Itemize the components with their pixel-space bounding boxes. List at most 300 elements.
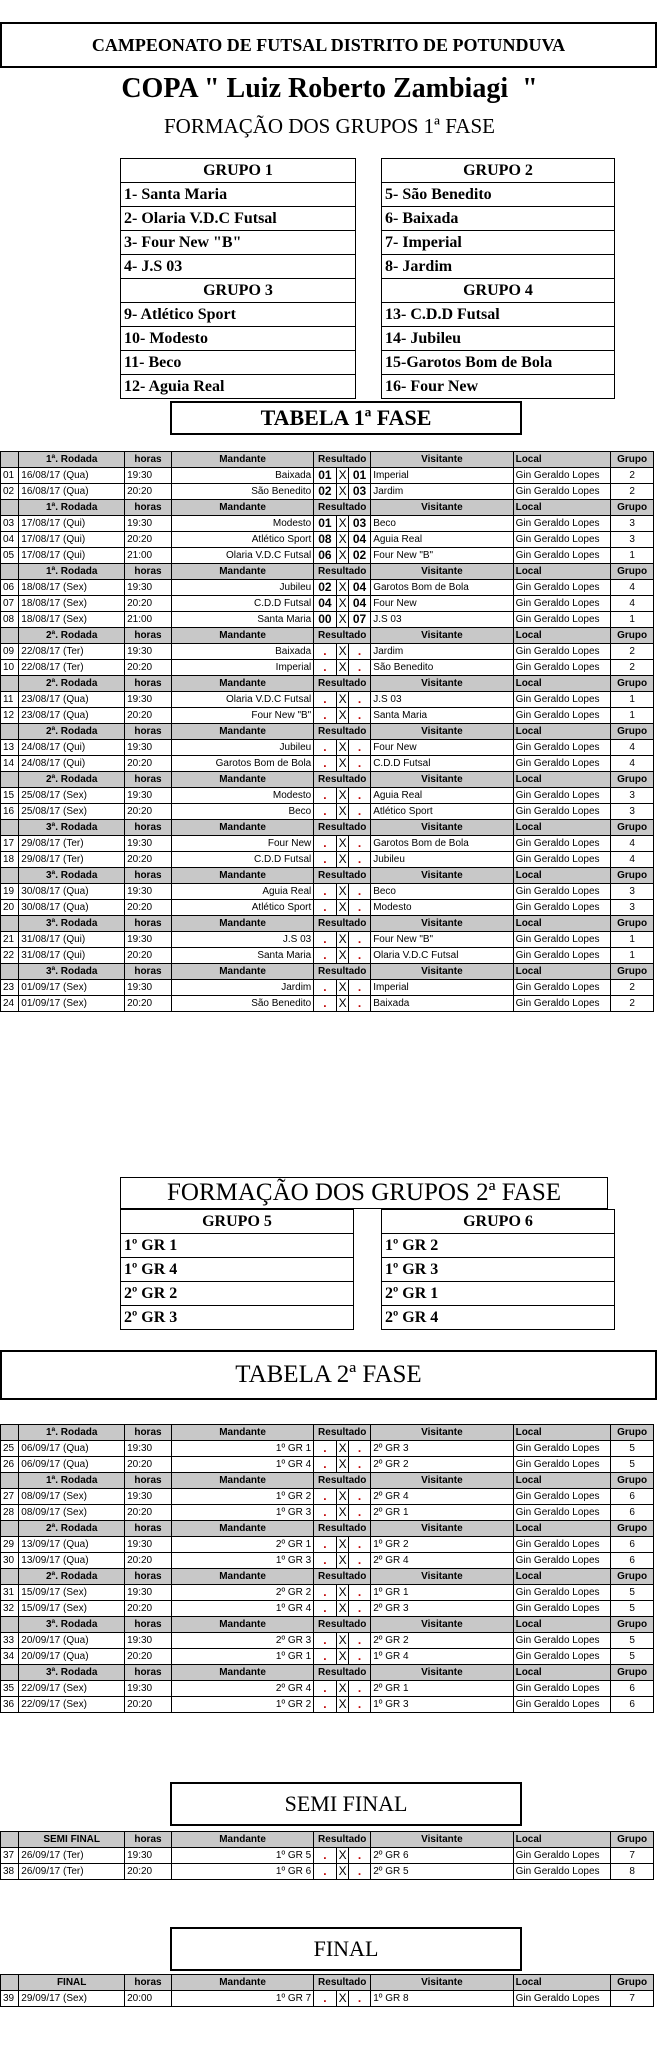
game-time: 19:30 [125, 1585, 172, 1601]
col-header-grupo: Grupo [611, 772, 654, 788]
game-row [1, 1848, 654, 1864]
home-team: 2º GR 4 [171, 1681, 313, 1697]
col-header-grupo: Grupo [611, 964, 654, 980]
col-header-grupo: Grupo [611, 820, 654, 836]
home-team: Atlético Sport [171, 532, 313, 548]
game-time: 20:20 [125, 532, 172, 548]
game-group: 2 [611, 996, 654, 1012]
col-header-mandante: Mandante [171, 628, 313, 644]
away-score: . [348, 980, 370, 996]
group-1-team: 1- Santa Maria [121, 183, 355, 207]
game-row [1, 1489, 654, 1505]
away-team: 1º GR 8 [371, 1991, 513, 2007]
game-row [1, 596, 654, 612]
venue: Gin Geraldo Lopes [513, 468, 611, 484]
away-team: J.S 03 [371, 612, 513, 628]
away-score: . [348, 756, 370, 772]
col-header-mandante: Mandante [171, 1425, 313, 1441]
game-number: 31 [1, 1585, 19, 1601]
round-header-row [1, 724, 654, 740]
home-team: Jubileu [171, 740, 313, 756]
venue: Gin Geraldo Lopes [513, 788, 611, 804]
venue: Gin Geraldo Lopes [513, 1848, 611, 1864]
group-4-header: GRUPO 4 [382, 279, 614, 303]
game-time: 20:20 [125, 1649, 172, 1665]
game-group: 4 [611, 580, 654, 596]
game-date: 16/08/17 (Qua) [19, 484, 125, 500]
round-label: 1ª. Rodada [19, 564, 125, 580]
col-header-visitante: Visitante [371, 868, 513, 884]
away-team: 2º GR 3 [371, 1441, 513, 1457]
away-score: . [348, 1489, 370, 1505]
group-2-team: 5- São Benedito [382, 183, 614, 207]
away-team: Santa Maria [371, 708, 513, 724]
col-header-visitante: Visitante [371, 452, 513, 468]
col-header-visitante: Visitante [371, 1975, 513, 1991]
game-date: 23/08/17 (Qua) [19, 692, 125, 708]
game-number: 27 [1, 1489, 19, 1505]
home-score: . [314, 836, 336, 852]
col-header-local: Local [513, 868, 611, 884]
score-separator: X [336, 548, 348, 564]
group-1-team: 3- Four New "B" [121, 231, 355, 255]
round-label: SEMI FINAL [19, 1832, 125, 1848]
home-team: Jardim [171, 980, 313, 996]
game-number: 07 [1, 596, 19, 612]
away-team: Four New [371, 740, 513, 756]
venue: Gin Geraldo Lopes [513, 900, 611, 916]
col-header-horas: horas [125, 724, 172, 740]
game-time: 20:20 [125, 1601, 172, 1617]
game-date: 25/08/17 (Sex) [19, 804, 125, 820]
score-separator: X [336, 836, 348, 852]
venue: Gin Geraldo Lopes [513, 1697, 611, 1713]
game-row [1, 932, 654, 948]
round-header-row [1, 1665, 654, 1681]
away-score: . [348, 1649, 370, 1665]
game-date: 29/09/17 (Sex) [19, 1991, 125, 2007]
col-header-grupo: Grupo [611, 1473, 654, 1489]
col-header-grupo: Grupo [611, 500, 654, 516]
venue: Gin Geraldo Lopes [513, 1649, 611, 1665]
game-row [1, 580, 654, 596]
away-team: C.D.D Futsal [371, 756, 513, 772]
game-row [1, 1457, 654, 1473]
venue: Gin Geraldo Lopes [513, 1864, 611, 1880]
game-group: 1 [611, 692, 654, 708]
home-score: . [314, 1489, 336, 1505]
game-group: 7 [611, 1991, 654, 2007]
away-team: Jardim [371, 644, 513, 660]
col-header-horas: horas [125, 1569, 172, 1585]
score-separator: X [336, 788, 348, 804]
game-number: 30 [1, 1553, 19, 1569]
score-separator: X [336, 516, 348, 532]
blank-cell [1, 1521, 19, 1537]
col-header-horas: horas [125, 1425, 172, 1441]
blank-cell [1, 772, 19, 788]
game-number: 39 [1, 1991, 19, 2007]
score-separator: X [336, 804, 348, 820]
venue: Gin Geraldo Lopes [513, 932, 611, 948]
game-time: 20:20 [125, 948, 172, 964]
group-4-team: 14- Jubileu [382, 327, 614, 351]
col-header-mandante: Mandante [171, 1975, 313, 1991]
venue: Gin Geraldo Lopes [513, 708, 611, 724]
col-header-visitante: Visitante [371, 1569, 513, 1585]
score-separator: X [336, 756, 348, 772]
col-header-horas: horas [125, 1665, 172, 1681]
group-6-team: 1º GR 2 [382, 1234, 614, 1258]
game-row [1, 852, 654, 868]
away-score: . [348, 1991, 370, 2007]
game-date: 29/08/17 (Ter) [19, 852, 125, 868]
home-team: 1º GR 2 [171, 1697, 313, 1713]
home-score: . [314, 1864, 336, 1880]
away-score: . [348, 660, 370, 676]
venue: Gin Geraldo Lopes [513, 660, 611, 676]
round-header-row [1, 916, 654, 932]
score-separator: X [336, 1441, 348, 1457]
home-team: 1º GR 3 [171, 1505, 313, 1521]
away-score: . [348, 788, 370, 804]
col-header-mandante: Mandante [171, 724, 313, 740]
round-label: FINAL [19, 1975, 125, 1991]
home-score: . [314, 996, 336, 1012]
away-team: São Benedito [371, 660, 513, 676]
game-date: 18/08/17 (Sex) [19, 612, 125, 628]
away-team: Jardim [371, 484, 513, 500]
round-header-row [1, 1521, 654, 1537]
group-5-team: 2º GR 3 [124, 1309, 178, 1326]
final-title-box [170, 1927, 522, 1971]
home-team: Beco [171, 804, 313, 820]
round-label: 3ª. Rodada [19, 868, 125, 884]
score-separator: X [336, 468, 348, 484]
home-score: . [314, 1633, 336, 1649]
game-row [1, 1585, 654, 1601]
col-header-mandante: Mandante [171, 1521, 313, 1537]
score-separator: X [336, 1553, 348, 1569]
game-row [1, 1633, 654, 1649]
venue: Gin Geraldo Lopes [513, 884, 611, 900]
col-header-resultado: Resultado [314, 820, 371, 836]
col-header-mandante: Mandante [171, 1617, 313, 1633]
game-time: 19:30 [125, 884, 172, 900]
away-team: 1º GR 3 [371, 1697, 513, 1713]
col-header-grupo: Grupo [611, 564, 654, 580]
game-time: 19:30 [125, 932, 172, 948]
venue: Gin Geraldo Lopes [513, 484, 611, 500]
game-number: 17 [1, 836, 19, 852]
away-score: . [348, 884, 370, 900]
game-row [1, 1697, 654, 1713]
game-time: 19:30 [125, 1681, 172, 1697]
game-group: 3 [611, 804, 654, 820]
group-3-header: GRUPO 3 [121, 279, 355, 303]
game-time: 19:30 [125, 788, 172, 804]
home-score: . [314, 1601, 336, 1617]
game-group: 2 [611, 644, 654, 660]
game-number: 01 [1, 468, 19, 484]
game-time: 19:30 [125, 1489, 172, 1505]
game-group: 3 [611, 532, 654, 548]
home-score: . [314, 708, 336, 724]
col-header-visitante: Visitante [371, 820, 513, 836]
groups-phase1-left [120, 158, 356, 399]
game-number: 38 [1, 1864, 19, 1880]
game-date: 26/09/17 (Ter) [19, 1864, 125, 1880]
game-date: 20/09/17 (Qua) [19, 1649, 125, 1665]
game-row [1, 644, 654, 660]
blank-cell [1, 500, 19, 516]
home-team: São Benedito [171, 484, 313, 500]
col-header-resultado: Resultado [314, 868, 371, 884]
blank-cell [1, 1473, 19, 1489]
col-header-mandante: Mandante [171, 916, 313, 932]
score-separator: X [336, 900, 348, 916]
away-score: . [348, 1681, 370, 1697]
blank-cell [1, 628, 19, 644]
game-time: 19:30 [125, 1633, 172, 1649]
venue: Gin Geraldo Lopes [513, 644, 611, 660]
col-header-visitante: Visitante [371, 628, 513, 644]
game-row [1, 740, 654, 756]
away-team: Atlético Sport [371, 804, 513, 820]
away-team: 2º GR 1 [371, 1681, 513, 1697]
game-date: 16/08/17 (Qua) [19, 468, 125, 484]
round-header-row [1, 452, 654, 468]
table2-title: TABELA 2ª FASE [235, 1361, 422, 1388]
away-score: 03 [348, 484, 370, 500]
score-separator: X [336, 596, 348, 612]
home-team: Imperial [171, 660, 313, 676]
game-row [1, 660, 654, 676]
home-team: Santa Maria [171, 948, 313, 964]
game-row [1, 516, 654, 532]
home-team: 1º GR 4 [171, 1601, 313, 1617]
venue: Gin Geraldo Lopes [513, 740, 611, 756]
group-2-team: 8- Jardim [382, 255, 614, 279]
col-header-visitante: Visitante [371, 772, 513, 788]
score-separator: X [336, 948, 348, 964]
col-header-resultado: Resultado [314, 500, 371, 516]
away-team: 2º GR 5 [371, 1864, 513, 1880]
venue: Gin Geraldo Lopes [513, 1553, 611, 1569]
game-number: 08 [1, 612, 19, 628]
game-date: 17/08/17 (Qui) [19, 532, 125, 548]
game-number: 24 [1, 996, 19, 1012]
col-header-visitante: Visitante [371, 1473, 513, 1489]
game-row [1, 1601, 654, 1617]
game-time: 21:00 [125, 612, 172, 628]
venue: Gin Geraldo Lopes [513, 596, 611, 612]
game-row [1, 1681, 654, 1697]
score-separator: X [336, 1457, 348, 1473]
away-team: Four New [371, 596, 513, 612]
game-date: 26/09/17 (Ter) [19, 1848, 125, 1864]
game-date: 13/09/17 (Qua) [19, 1553, 125, 1569]
game-group: 5 [611, 1585, 654, 1601]
home-score: . [314, 1649, 336, 1665]
home-team: J.S 03 [171, 932, 313, 948]
away-score: . [348, 852, 370, 868]
away-team: 2º GR 6 [371, 1848, 513, 1864]
col-header-visitante: Visitante [371, 676, 513, 692]
round-label: 3ª. Rodada [19, 916, 125, 932]
away-score: . [348, 900, 370, 916]
away-score: 01 [348, 468, 370, 484]
game-number: 03 [1, 516, 19, 532]
game-time: 20:20 [125, 900, 172, 916]
game-row [1, 836, 654, 852]
col-header-horas: horas [125, 820, 172, 836]
away-team: 2º GR 4 [371, 1553, 513, 1569]
groups-phase1-right [381, 158, 615, 399]
venue: Gin Geraldo Lopes [513, 612, 611, 628]
game-time: 20:20 [125, 1457, 172, 1473]
home-team: 1º GR 1 [171, 1441, 313, 1457]
venue: Gin Geraldo Lopes [513, 1537, 611, 1553]
col-header-local: Local [513, 964, 611, 980]
game-number: 02 [1, 484, 19, 500]
game-group: 3 [611, 516, 654, 532]
col-header-local: Local [513, 772, 611, 788]
game-date: 06/09/17 (Qua) [19, 1457, 125, 1473]
score-separator: X [336, 580, 348, 596]
group-6-team: 2º GR 4 [385, 1309, 439, 1326]
away-team: Four New "B" [371, 548, 513, 564]
home-score: . [314, 852, 336, 868]
score-separator: X [336, 1537, 348, 1553]
round-header-row [1, 564, 654, 580]
col-header-local: Local [513, 1473, 611, 1489]
game-time: 19:30 [125, 740, 172, 756]
home-team: Olaria V.D.C Futsal [171, 548, 313, 564]
game-row [1, 1537, 654, 1553]
col-header-visitante: Visitante [371, 916, 513, 932]
col-header-grupo: Grupo [611, 676, 654, 692]
round-label: 2ª. Rodada [19, 1569, 125, 1585]
game-group: 6 [611, 1681, 654, 1697]
away-score: . [348, 1553, 370, 1569]
home-score: . [314, 1697, 336, 1713]
game-date: 31/08/17 (Qui) [19, 932, 125, 948]
blank-cell [1, 820, 19, 836]
home-team: Four New [171, 836, 313, 852]
game-group: 4 [611, 740, 654, 756]
col-header-visitante: Visitante [371, 1665, 513, 1681]
venue: Gin Geraldo Lopes [513, 756, 611, 772]
round-header-row [1, 868, 654, 884]
game-row [1, 1649, 654, 1665]
home-score: 02 [314, 580, 336, 596]
group-2-team: 7- Imperial [382, 231, 614, 255]
game-row [1, 708, 654, 724]
col-header-visitante: Visitante [371, 1617, 513, 1633]
game-group: 5 [611, 1441, 654, 1457]
col-header-visitante: Visitante [371, 564, 513, 580]
group-5-header: GRUPO 5 [121, 1210, 353, 1234]
game-number: 21 [1, 932, 19, 948]
away-score: . [348, 1537, 370, 1553]
group-1-header: GRUPO 1 [121, 159, 355, 183]
round-header-row [1, 1473, 654, 1489]
away-score: . [348, 1457, 370, 1473]
game-row [1, 1505, 654, 1521]
game-number: 28 [1, 1505, 19, 1521]
col-header-local: Local [513, 1665, 611, 1681]
final-schedule-table [0, 1974, 654, 2007]
score-separator: X [336, 884, 348, 900]
home-score: . [314, 692, 336, 708]
away-score: 04 [348, 596, 370, 612]
game-time: 19:30 [125, 1441, 172, 1457]
venue: Gin Geraldo Lopes [513, 1585, 611, 1601]
round-header-row [1, 500, 654, 516]
home-team: 1º GR 6 [171, 1864, 313, 1880]
game-time: 20:20 [125, 996, 172, 1012]
home-score: . [314, 884, 336, 900]
table1-title: TABELA 1ª FASE [260, 405, 432, 430]
away-team: Jubileu [371, 852, 513, 868]
group-5-team: 1º GR 4 [121, 1258, 353, 1282]
col-header-horas: horas [125, 1473, 172, 1489]
col-header-local: Local [513, 676, 611, 692]
col-header-resultado: Resultado [314, 1665, 371, 1681]
away-team: 1º GR 1 [371, 1585, 513, 1601]
round-label: 3ª. Rodada [19, 1665, 125, 1681]
game-number: 34 [1, 1649, 19, 1665]
game-group: 5 [611, 1649, 654, 1665]
game-group: 1 [611, 948, 654, 964]
blank-cell [1, 676, 19, 692]
home-score: 06 [314, 548, 336, 564]
game-row [1, 484, 654, 500]
col-header-resultado: Resultado [314, 1569, 371, 1585]
game-row [1, 804, 654, 820]
phase2-groups-title: FORMAÇÃO DOS GRUPOS 2ª FASE [166, 1179, 562, 1206]
away-score: 07 [348, 612, 370, 628]
game-number: 23 [1, 980, 19, 996]
game-date: 20/09/17 (Qua) [19, 1633, 125, 1649]
game-date: 24/08/17 (Qui) [19, 756, 125, 772]
round-label: 1ª. Rodada [19, 500, 125, 516]
home-score: . [314, 660, 336, 676]
away-score: . [348, 708, 370, 724]
blank-cell [1, 964, 19, 980]
venue: Gin Geraldo Lopes [513, 532, 611, 548]
game-time: 19:30 [125, 692, 172, 708]
score-separator: X [336, 1864, 348, 1880]
group-3-team: 9- Atlético Sport [121, 303, 355, 327]
col-header-horas: horas [125, 1832, 172, 1848]
col-header-local: Local [513, 820, 611, 836]
game-date: 13/09/17 (Qua) [19, 1537, 125, 1553]
away-score: . [348, 836, 370, 852]
game-number: 25 [1, 1441, 19, 1457]
away-team: 1º GR 2 [371, 1537, 513, 1553]
game-group: 4 [611, 836, 654, 852]
round-header-row [1, 1569, 654, 1585]
col-header-local: Local [513, 564, 611, 580]
game-number: 20 [1, 900, 19, 916]
round-label: 3ª. Rodada [19, 1617, 125, 1633]
phase1-schedule-table [0, 451, 654, 1012]
group-1-team: 2- Olaria V.D.C Futsal [121, 207, 355, 231]
venue: Gin Geraldo Lopes [513, 1489, 611, 1505]
home-score: . [314, 1991, 336, 2007]
